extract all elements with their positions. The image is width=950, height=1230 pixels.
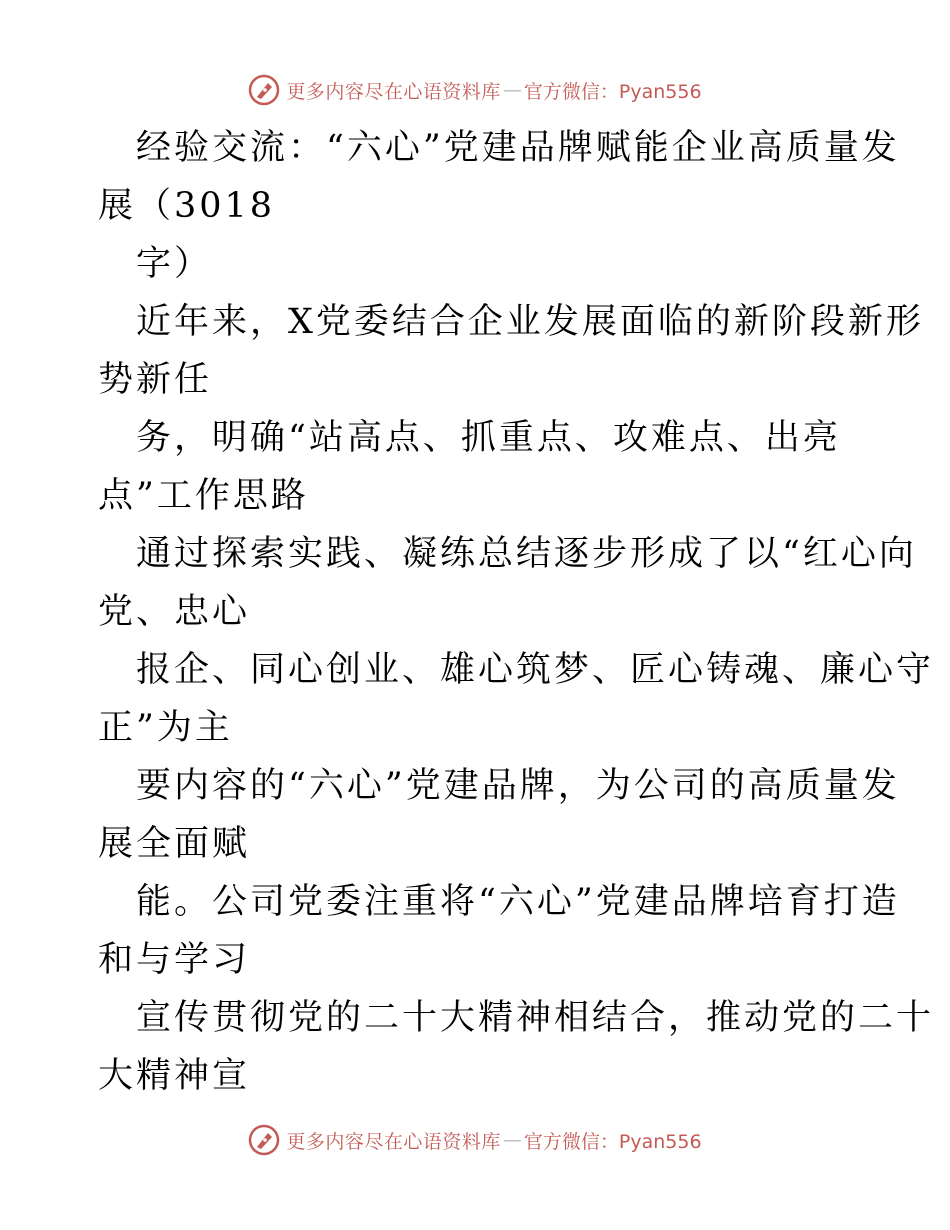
text-line: 能。公司党委注重将“六心”党建品牌培育打造	[136, 882, 900, 922]
text-line: 近年来，X党委结合企业发展面临的新阶段新形	[136, 302, 924, 342]
text-line: 宣传贯彻党的二十大精神相结合，推动党的二十	[136, 998, 935, 1038]
text-line: 通过探索实践、凝练总结逐步形成了以“红心向	[136, 534, 917, 574]
pen-nib-logo-icon	[248, 1124, 280, 1156]
banner-text: 更多内容尽在心语资料库	[286, 1130, 501, 1153]
text-line: 展（3018	[98, 186, 276, 226]
footer-banner	[0, 1120, 950, 1160]
banner-text: 更多内容尽在心语资料库	[286, 80, 501, 103]
banner-dash: —	[502, 1129, 522, 1151]
text-line: 务，明确“站高点、抓重点、攻难点、出亮	[136, 418, 841, 458]
text-line: 势新任	[98, 360, 213, 400]
pen-nib-logo-icon	[248, 74, 280, 106]
text-line: 正”为主	[98, 708, 233, 748]
banner-contact: 官方微信：Pyan556	[523, 80, 702, 103]
header-banner	[0, 70, 950, 110]
text-line: 报企、同心创业、雄心筑梦、匠心铸魂、廉心守	[136, 650, 935, 690]
text-line: 字）	[136, 244, 213, 284]
banner-contact: 官方微信：Pyan556	[523, 1130, 702, 1153]
banner-dash: —	[502, 79, 522, 101]
text-line: 和与学习	[98, 940, 251, 980]
text-line: 党、忠心	[98, 592, 251, 632]
text-line: 大精神宣	[98, 1056, 251, 1096]
text-line: 经验交流：“六心”党建品牌赋能企业高质量发	[136, 128, 900, 168]
text-line: 展全面赋	[98, 824, 251, 864]
text-line: 要内容的“六心”党建品牌，为公司的高质量发	[136, 766, 900, 806]
text-line: 点”工作思路	[98, 476, 309, 516]
